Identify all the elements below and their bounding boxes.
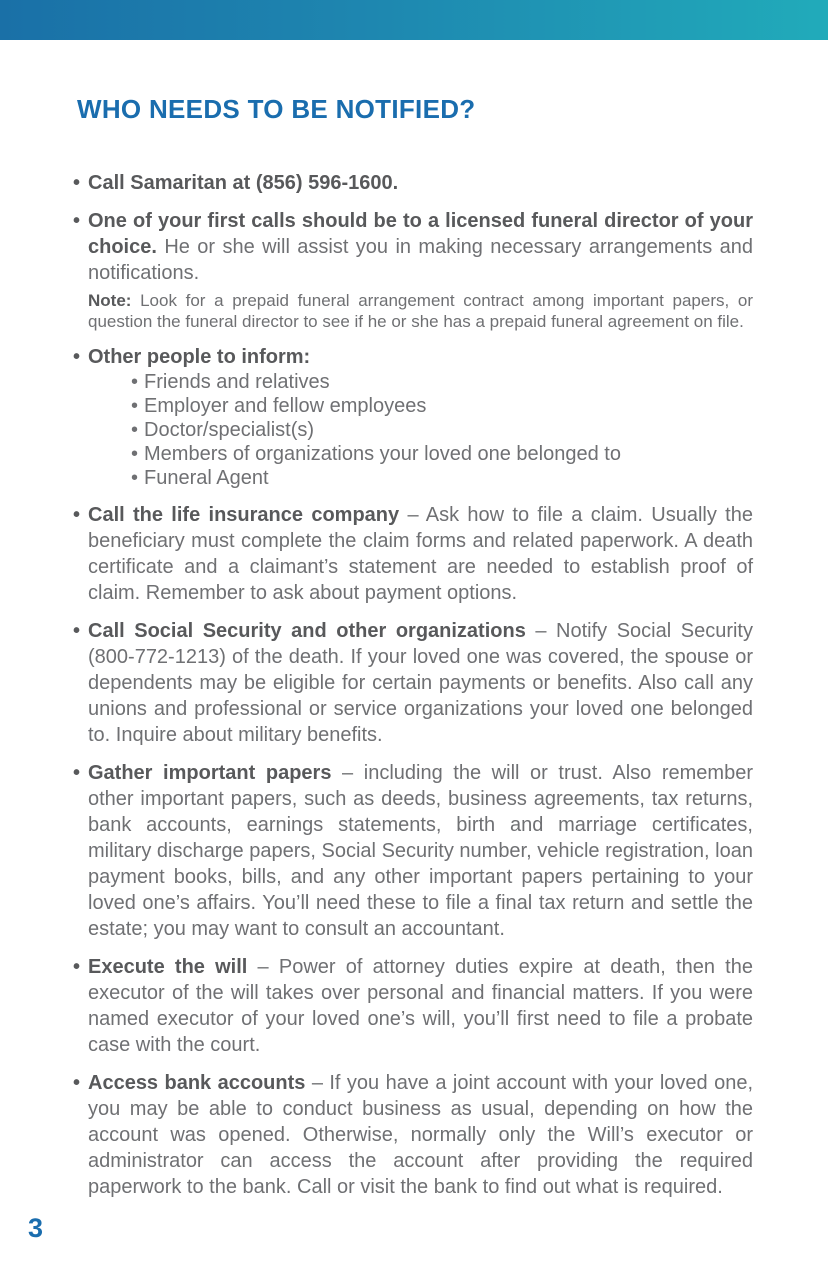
- sub-bullet-icon: •: [131, 419, 139, 441]
- item-body-text: – If you have a joint account with your loved one, you may be able to conduct business as usual, depending on how the account was opened. Otherwise, normally only the Will’s executor or administrator can access the account after providing the required paperwork to the bank. Call or visit the bank to find out what is required.: [88, 1072, 754, 1198]
- page-content: [73, 40, 753, 1200]
- top-gradient-bar: [0, 0, 828, 40]
- item-paragraph: [88, 170, 753, 196]
- bullet-icon: •: [73, 956, 81, 978]
- item-paragraph: [88, 208, 753, 286]
- sub-list-item: [131, 442, 753, 466]
- sub-item-label: Funeral Agent: [144, 467, 269, 489]
- item-paragraph: [88, 618, 753, 748]
- bullet-icon: •: [73, 1072, 81, 1094]
- item-body: [88, 502, 753, 606]
- item-body-text: He or she will assist you in making necessary arrangements and notifications.: [88, 236, 753, 284]
- item-body: [88, 208, 753, 332]
- people-to-inform-sublist: [88, 370, 753, 490]
- checklist-item-call-samaritan: [73, 170, 753, 196]
- note-label: Note:: [88, 291, 132, 310]
- item-lead-bold: Access bank accounts: [88, 1072, 306, 1094]
- item-paragraph: [88, 760, 753, 942]
- item-body: [88, 344, 753, 490]
- item-body: [88, 1070, 753, 1200]
- sub-bullet-icon: •: [131, 371, 139, 393]
- item-lead-bold: Call the life insurance company: [88, 504, 400, 526]
- checklist-item-other-people: [73, 344, 753, 490]
- item-body-text: – Ask how to file a claim. Usually the beneficiary must complete the claim forms and related paperwork. A death certificate and a claimant’s statement are needed to establish proof of claim. Remember to ask about payment options.: [88, 504, 753, 604]
- bullet-icon: •: [73, 504, 81, 526]
- item-lead-bold: Other people to inform:: [88, 346, 311, 368]
- sub-list-item: [131, 418, 753, 442]
- sub-bullet-icon: •: [131, 443, 139, 465]
- sub-item-label: Friends and relatives: [144, 371, 330, 393]
- item-body: [88, 618, 753, 748]
- bullet-icon: •: [73, 172, 81, 194]
- item-body: [88, 954, 753, 1058]
- bullet-icon: •: [73, 620, 81, 642]
- item-paragraph: [88, 1070, 753, 1200]
- item-lead-bold: Call Social Security and other organizations: [88, 620, 526, 642]
- prepaid-funeral-note: [88, 290, 753, 332]
- note-text: Look for a prepaid funeral arrangement contract among important papers, or question the funeral director to see if he or she has a prepaid funeral agreement on file.: [88, 291, 753, 331]
- sub-bullet-icon: •: [131, 395, 139, 417]
- notify-checklist: [73, 170, 753, 1200]
- bullet-icon: •: [73, 346, 81, 368]
- item-lead-bold: Execute the will: [88, 956, 248, 978]
- item-body-text: – including the will or trust. Also remember other important papers, such as deeds, business agreements, tax returns, bank accounts, earnings statements, birth and marriage certificates, military discharge papers, Social Security number, vehicle registration, loan payment books, bills, and any other important papers pertaining to your loved one’s affairs. You’ll need these to file a final tax return and settle the estate; you may want to consult an accountant.: [88, 762, 753, 940]
- checklist-item-life-insurance: [73, 502, 753, 606]
- checklist-item-bank-accounts: [73, 1070, 753, 1200]
- item-body-text: – Power of attorney duties expire at death, then the executor of the will takes over personal and financial matters. If you were named executor of your loved one’s will, you’ll first need to file a probate case with the court.: [88, 956, 753, 1056]
- bullet-icon: •: [73, 762, 81, 784]
- sub-item-label: Doctor/specialist(s): [144, 419, 315, 441]
- page-title: WHO NEEDS TO BE NOTIFIED?: [77, 94, 476, 124]
- sub-list-item: [131, 394, 753, 418]
- sub-list-item: [131, 466, 753, 490]
- checklist-item-gather-papers: [73, 760, 753, 942]
- checklist-item-social-security: [73, 618, 753, 748]
- item-body-text: – Notify Social Security (800-772-1213) of the death. If your loved one was covered, the spouse or dependents may be eligible for certain payments or benefits. Also call any unions and professional or service organizations your loved one belonged to. Inquire about military benefits.: [88, 620, 753, 746]
- item-lead-bold: One of your first calls should be to a licensed funeral director of your choice.: [88, 210, 753, 258]
- item-body: [88, 170, 753, 196]
- bullet-icon: •: [73, 210, 81, 232]
- checklist-item-execute-will: [73, 954, 753, 1058]
- item-lead-bold: Call Samaritan at (856) 596-1600.: [88, 172, 399, 194]
- checklist-item-funeral-director: [73, 208, 753, 332]
- item-body: [88, 760, 753, 942]
- item-paragraph: [88, 344, 753, 370]
- item-lead-bold: Gather important papers: [88, 762, 332, 784]
- sub-item-label: Employer and fellow employees: [144, 395, 427, 417]
- sub-bullet-icon: •: [131, 467, 139, 489]
- item-paragraph: [88, 954, 753, 1058]
- page-number: 3: [28, 1213, 44, 1243]
- item-paragraph: [88, 502, 753, 606]
- sub-item-label: Members of organizations your loved one belonged to: [144, 443, 621, 465]
- sub-list-item: [131, 370, 753, 394]
